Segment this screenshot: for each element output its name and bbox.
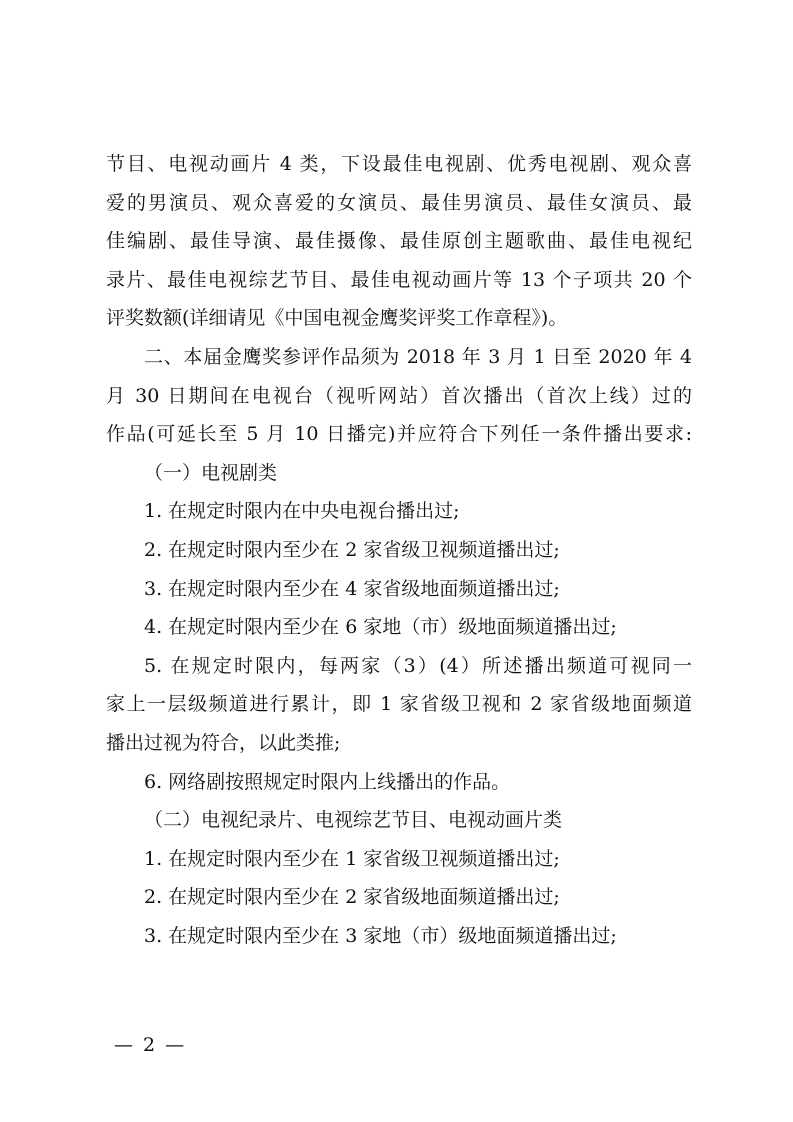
text-line: 作品(可延长至 5 月 10 日播完)并应符合下列任一条件播出要求: xyxy=(106,423,692,446)
list-item: 1. 在规定时限内至少在 1 家省级卫视频道播出过; xyxy=(144,847,560,870)
text-line: 录片、最佳电视综艺节目、最佳电视动画片等 13 个子项共 20 个 xyxy=(106,268,692,291)
text-line: 播出过视为符合，以此类推; xyxy=(106,731,341,754)
section-heading: （一）电视剧类 xyxy=(144,461,278,484)
text-line: 佳编剧、最佳导演、最佳摄像、最佳原创主题歌曲、最佳电视纪 xyxy=(106,230,692,253)
list-item: 5. 在规定时限内，每两家（3）(4）所述播出频道可视同一 xyxy=(144,654,692,677)
section-heading: （二）电视纪录片、电视综艺节目、电视动画片类 xyxy=(144,809,563,832)
list-item: 1. 在规定时限内在中央电视台播出过; xyxy=(144,500,460,523)
text-line: 爱的男演员、观众喜爱的女演员、最佳男演员、最佳女演员、最 xyxy=(106,191,692,214)
document-body xyxy=(106,145,692,955)
text-line: 二、本届金鹰奖参评作品须为 2018 年 3 月 1 日至 2020 年 4 xyxy=(144,345,692,368)
page-number: — 2 — xyxy=(114,1034,187,1056)
list-item: 6. 网络剧按照规定时限内上线播出的作品。 xyxy=(144,770,511,793)
text-line: 评奖数额(详细请见《中国电视金鹰奖评奖工作章程》)。 xyxy=(106,307,568,330)
list-item: 2. 在规定时限内至少在 2 家省级卫视频道播出过; xyxy=(144,538,560,561)
text-line: 节目、电视动画片 4 类，下设最佳电视剧、优秀电视剧、观众喜 xyxy=(106,153,692,175)
list-item: 3. 在规定时限内至少在 4 家省级地面频道播出过; xyxy=(144,577,560,600)
text-line: 月 30 日期间在电视台（视听网站）首次播出（首次上线）过的 xyxy=(106,384,692,407)
list-item: 3. 在规定时限内至少在 3 家地（市）级地面频道播出过; xyxy=(144,924,617,947)
list-item: 2. 在规定时限内至少在 2 家省级地面频道播出过; xyxy=(144,886,560,909)
list-item: 4. 在规定时限内至少在 6 家地（市）级地面频道播出过; xyxy=(144,616,617,639)
text-line: 家上一层级频道进行累计，即 1 家省级卫视和 2 家省级地面频道 xyxy=(106,693,692,716)
